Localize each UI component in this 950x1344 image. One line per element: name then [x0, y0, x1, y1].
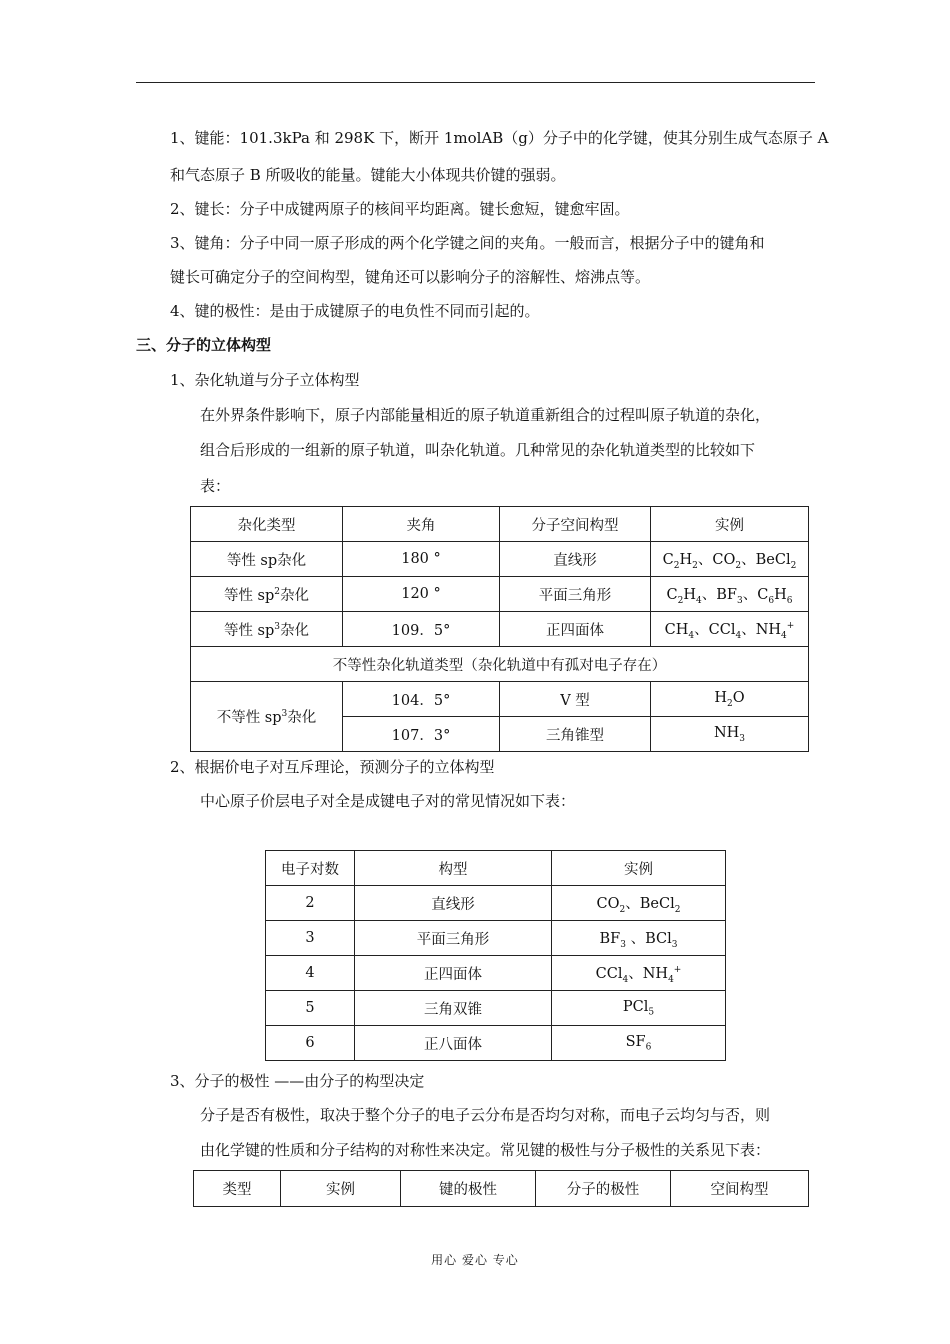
- table-row: [266, 886, 726, 921]
- hybrid-type-cell: 不等性 $sp^3$杂化: [191, 682, 343, 752]
- header-cell: 键的极性: [401, 1171, 536, 1207]
- subheading-vsepr: 2、根据价电子对互斥理论，预测分子的立体构型: [170, 758, 495, 776]
- hybrid-type-cell: 等性 $sp^3$杂化: [191, 612, 343, 647]
- example-cell: $C_2H_2$、$CO_2$、BeCl$_2$: [651, 542, 809, 577]
- table-row: [191, 577, 809, 612]
- angle-cell: 104．5°: [343, 682, 500, 717]
- vsepr-table: [265, 850, 726, 1061]
- shape-cell: 直线形: [500, 542, 651, 577]
- header-cell: 分子空间构型: [500, 507, 651, 542]
- shape-cell: 平面三角形: [355, 921, 552, 956]
- example-cell: $CH_4$、CCl$_4$、$NH_4^+$: [651, 612, 809, 647]
- example-cell: $C_2H_4$、$BF_3$、$C_6H_6$: [651, 577, 809, 612]
- key-energy-line-1: 1、键能：101.3kPa 和 298K 下，断开 1molAB（g）分子中的化学键，使其分别生成气态原子 A: [170, 129, 829, 147]
- span-cell: 不等性杂化轨道类型（杂化轨道中有孤对电子存在）: [191, 647, 809, 682]
- shape-cell: 三角双锥: [355, 991, 552, 1026]
- pair-count-cell: 6: [266, 1026, 355, 1061]
- pair-count-cell: 2: [266, 886, 355, 921]
- subheading-polarity: 3、分子的极性 ——由分子的构型决定: [170, 1072, 425, 1090]
- pair-count-cell: 5: [266, 991, 355, 1026]
- key-energy-line-2: 和气态原子 B 所吸收的能量。键能大小体现共价键的强弱。: [170, 166, 566, 184]
- header-cell: 构型: [355, 851, 552, 886]
- table-row: [266, 1026, 726, 1061]
- shape-cell: 正四面体: [500, 612, 651, 647]
- table-row: [266, 991, 726, 1026]
- example-cell: $SF_6$: [552, 1026, 726, 1061]
- table-header-row: [191, 507, 809, 542]
- table-row: [191, 612, 809, 647]
- header-cell: 空间构型: [671, 1171, 809, 1207]
- header-cell: 电子对数: [266, 851, 355, 886]
- header-cell: 杂化类型: [191, 507, 343, 542]
- shape-cell: 平面三角形: [500, 577, 651, 612]
- example-cell: $BF_3$ 、BCl$_3$: [552, 921, 726, 956]
- shape-cell: 直线形: [355, 886, 552, 921]
- angle-cell: 180 °: [343, 542, 500, 577]
- header-cell: 实例: [552, 851, 726, 886]
- hybrid-type-cell: 等性 $sp^2$杂化: [191, 577, 343, 612]
- vsepr-text: 中心原子价层电子对全是成键电子对的常见情况如下表：: [200, 792, 576, 810]
- angle-cell: 120 °: [343, 577, 500, 612]
- example-cell: PCl$_5$: [552, 991, 726, 1026]
- subheading-hybrid: 1、杂化轨道与分子立体构型: [170, 371, 360, 389]
- key-length-line: 2、键长：分子中成键两原子的核间平均距离。键长愈短，键愈牢固。: [170, 200, 630, 218]
- table-header-row: [194, 1171, 809, 1207]
- shape-cell: V 型: [500, 682, 651, 717]
- table-row: [191, 682, 809, 717]
- table-row: [266, 921, 726, 956]
- example-cell: $CO_2$、BeCl$_2$: [552, 886, 726, 921]
- polarity-table: [193, 1170, 809, 1207]
- hybrid-type-cell: 等性 sp杂化: [191, 542, 343, 577]
- hybrid-table: [190, 506, 809, 752]
- key-polarity-line: 4、键的极性：是由于成键原子的电负性不同而引起的。: [170, 302, 540, 320]
- hybrid-text-1: 在外界条件影响下，原子内部能量相近的原子轨道重新组合的过程叫原子轨道的杂化，: [200, 406, 771, 424]
- example-cell: CCl$_4$、$NH_4^+$: [552, 956, 726, 991]
- polarity-text-2: 由化学键的性质和分子结构的对称性来决定。常见键的极性与分子极性的关系见下表：: [200, 1141, 771, 1159]
- section-heading: 三、分子的立体构型: [136, 336, 272, 354]
- polarity-text-1: 分子是否有极性，取决于整个分子的电子云分布是否均匀对称，而电子云均匀与否，则: [200, 1106, 771, 1124]
- example-cell: $H_2O$: [651, 682, 809, 717]
- table-row: [191, 542, 809, 577]
- shape-cell: 三角锥型: [500, 717, 651, 752]
- header-cell: 类型: [194, 1171, 281, 1207]
- example-cell: $NH_3$: [651, 717, 809, 752]
- pair-count-cell: 4: [266, 956, 355, 991]
- table-row: [266, 956, 726, 991]
- header-cell: 夹角: [343, 507, 500, 542]
- pair-count-cell: 3: [266, 921, 355, 956]
- page-footer: 用心 爱心 专心: [431, 1253, 519, 1267]
- header-rule: [136, 82, 815, 83]
- header-cell: 实例: [281, 1171, 401, 1207]
- table-header-row: [266, 851, 726, 886]
- shape-cell: 正八面体: [355, 1026, 552, 1061]
- header-cell: 分子的极性: [536, 1171, 671, 1207]
- hybrid-text-3: 表：: [200, 477, 231, 495]
- key-angle-line-1: 3、键角：分子中同一原子形成的两个化学键之间的夹角。一般而言，根据分子中的键角和: [170, 234, 765, 252]
- key-angle-line-2: 键长可确定分子的空间构型，键角还可以影响分子的溶解性、熔沸点等。: [170, 268, 651, 286]
- hybrid-text-2: 组合后形成的一组新的原子轨道，叫杂化轨道。几种常见的杂化轨道类型的比较如下: [200, 441, 756, 459]
- angle-cell: 107．3°: [343, 717, 500, 752]
- shape-cell: 正四面体: [355, 956, 552, 991]
- angle-cell: 109．5°: [343, 612, 500, 647]
- header-cell: 实例: [651, 507, 809, 542]
- table-span-row: [191, 647, 809, 682]
